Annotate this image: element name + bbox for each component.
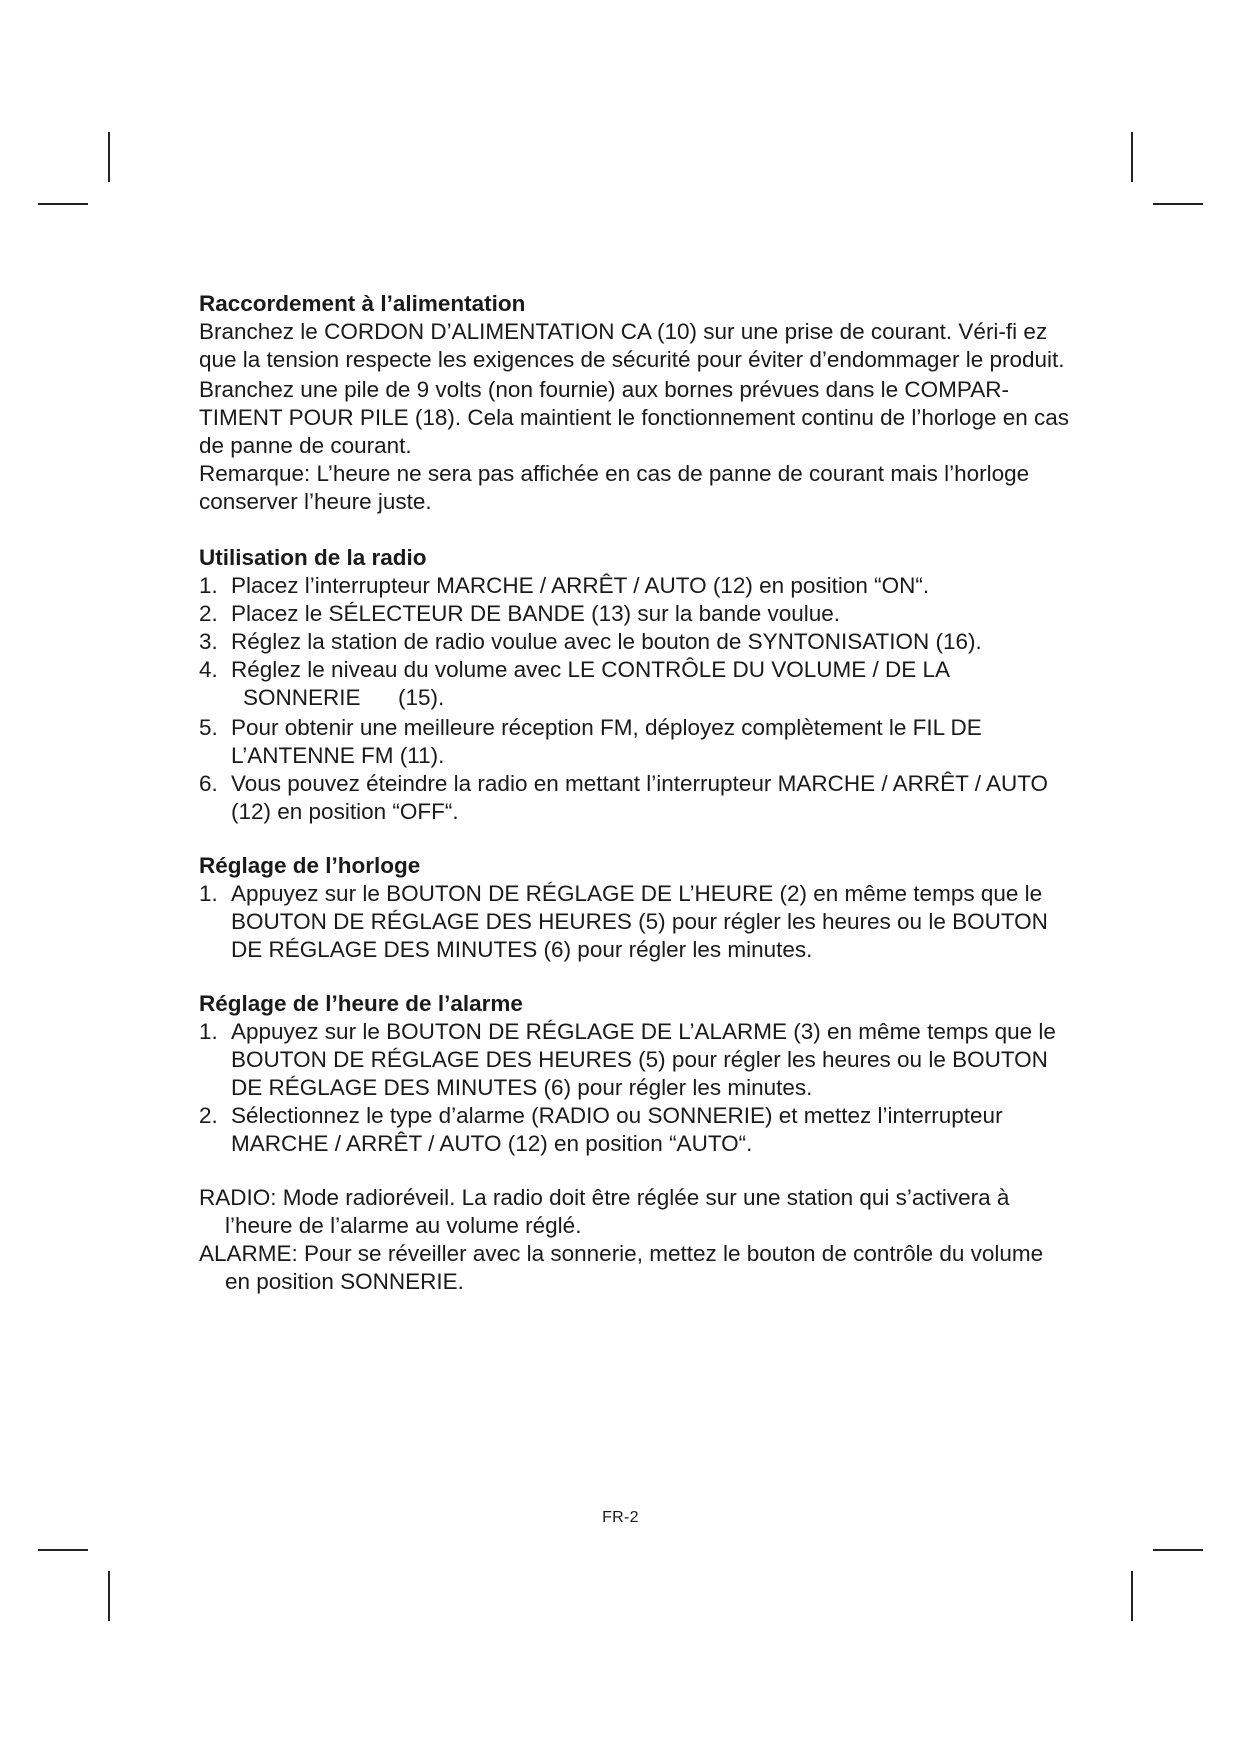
list-text: Sélectionnez le type d’alarme (RADIO ou SONNERIE) et mettez l’interrupteur MARCHE / ARRÊT / AUTO (12) en position “AUTO“. <box>231 1103 1003 1156</box>
list-item <box>199 656 1069 712</box>
list-text: Placez l’interrupteur MARCHE / ARRÊT / AUTO (12) en position “ON“. <box>231 573 930 598</box>
section-clock <box>199 852 1069 964</box>
section-title: Réglage de l’horloge <box>199 853 421 878</box>
list-text-continuation: SONNERIE (15). <box>243 685 445 710</box>
list-text: Pour obtenir une meilleure réception FM, déployez complètement le FIL DE L’ANTENNE FM (11). <box>231 715 982 768</box>
section-title: Utilisation de la radio <box>199 545 427 570</box>
list-item <box>199 880 1069 964</box>
crop-mark-bottom-right-vertical <box>1131 1571 1133 1621</box>
numbered-list <box>199 880 1069 964</box>
list-item <box>199 1102 1069 1158</box>
crop-mark-top-left-vertical <box>108 132 110 182</box>
section-title: Raccordement à l’alimentation <box>199 291 526 316</box>
list-item <box>199 572 1069 600</box>
section-title: Réglage de l’heure de l’alarme <box>199 991 523 1016</box>
section-alarm <box>199 990 1069 1158</box>
list-text: Appuyez sur le BOUTON DE RÉGLAGE DE L’HEURE (2) en même temps que le BOUTON DE RÉGLAGE DES HEURES (5) pour régler les heures ou le BOUTON DE RÉGLAGE DES MINUTES (6) pour régler les minutes. <box>231 881 1048 962</box>
list-item <box>199 1018 1069 1102</box>
list-number: 1. <box>199 1019 218 1044</box>
list-text: Vous pouvez éteindre la radio en mettant l’interrupteur MARCHE / ARRÊT / AUTO (12) en position “OFF“. <box>231 771 1049 824</box>
mode-radio-description: RADIO: Mode radioréveil. La radio doit être réglée sur une station qui s’activera à l’heure de l’alarme au volume réglé. <box>199 1185 1010 1238</box>
list-number: 3. <box>199 629 218 654</box>
list-number: 2. <box>199 601 218 626</box>
list-number: 2. <box>199 1103 218 1128</box>
list-item <box>199 600 1069 628</box>
list-number: 1. <box>199 881 218 906</box>
list-text-wrapper <box>231 656 1069 712</box>
section-radio <box>199 544 1069 826</box>
paragraph-note: Remarque: L’heure ne sera pas affichée en cas de panne de courant mais l’horloge conserver l’heure juste. <box>199 461 1030 514</box>
numbered-list <box>199 1018 1069 1158</box>
crop-mark-top-right-vertical <box>1131 132 1133 182</box>
crop-mark-top-left-horizontal <box>38 203 88 205</box>
section-power <box>199 290 1069 516</box>
list-item <box>199 770 1069 826</box>
numbered-list <box>199 572 1069 826</box>
mode-alarme-description: ALARME: Pour se réveiller avec la sonnerie, mettez le bouton de contrôle du volume en position SONNERIE. <box>199 1241 1044 1294</box>
paragraph: Branchez le CORDON D’ALIMENTATION CA (10) sur une prise de courant. Véri-fi ez que la tension respecte les exigences de sécurité pour éviter d’endommager le produit. <box>199 319 1065 372</box>
list-text: Réglez le niveau du volume avec LE CONTRÔLE DU VOLUME / DE LA <box>231 657 951 682</box>
list-item <box>199 714 1069 770</box>
list-number: 5. <box>199 715 218 740</box>
document-body <box>199 290 1069 1322</box>
list-item <box>199 628 1069 656</box>
list-text: Placez le SÉLECTEUR DE BANDE (13) sur la bande voulue. <box>231 601 841 626</box>
list-number: 4. <box>199 657 218 682</box>
page-number: FR-2 <box>602 1509 639 1526</box>
crop-mark-bottom-left-vertical <box>108 1571 110 1621</box>
list-number: 1. <box>199 573 218 598</box>
crop-mark-top-right-horizontal <box>1153 203 1203 205</box>
crop-mark-bottom-left-horizontal <box>38 1549 88 1551</box>
list-text: Réglez la station de radio voulue avec le bouton de SYNTONISATION (16). <box>231 629 982 654</box>
section-modes <box>199 1184 1069 1296</box>
list-text: Appuyez sur le BOUTON DE RÉGLAGE DE L’ALARME (3) en même temps que le BOUTON DE RÉGLAGE DES HEURES (5) pour régler les heures ou le BOUTON DE RÉGLAGE DES MINUTES (6) pour régler les minutes. <box>231 1019 1056 1100</box>
list-number: 6. <box>199 771 218 796</box>
paragraph: Branchez une pile de 9 volts (non fournie) aux bornes prévues dans le COMPAR-TIMENT POUR PILE (18). Cela maintient le fonctionnement continu de l’horloge en cas de panne de courant. <box>199 377 1070 458</box>
crop-mark-bottom-right-horizontal <box>1153 1549 1203 1551</box>
